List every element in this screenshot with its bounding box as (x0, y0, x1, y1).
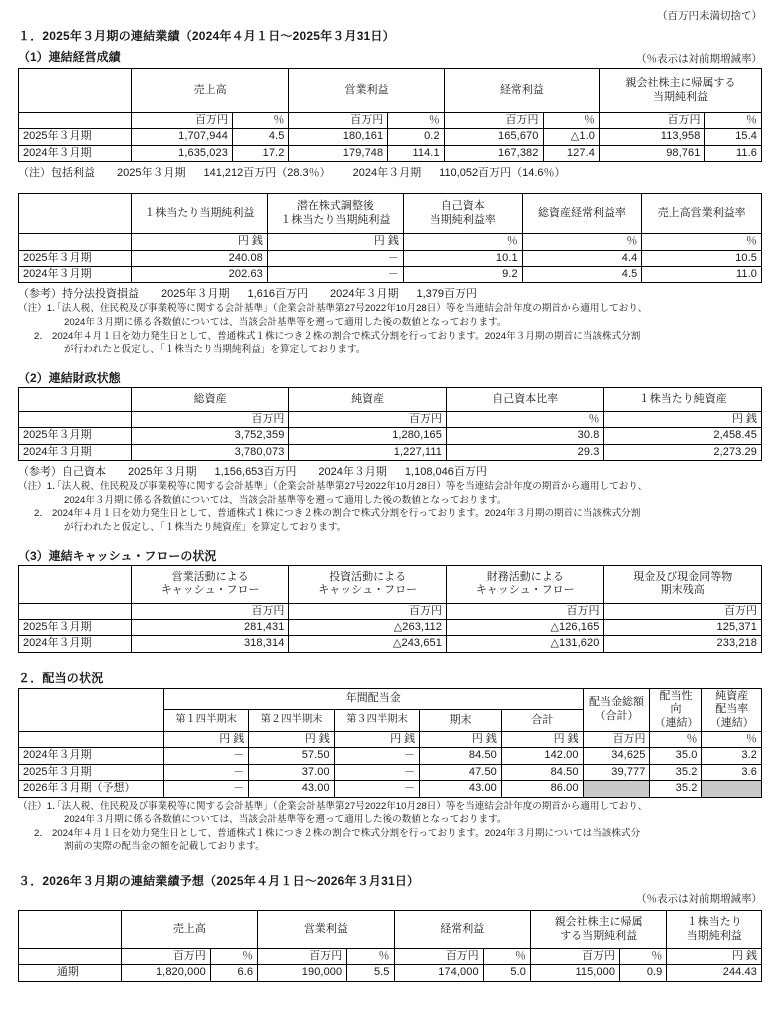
pershare-row-label: 2025年３月期 (19, 250, 132, 266)
cashflow-header-cash-end-line2: 期末残高 (660, 584, 705, 597)
section1-pct-note: （％表示は対前期増減率） (636, 53, 762, 65)
note-line: 2024年４月１日を効力発生日として、普通株式１株につき２株の割合で株式分割を行っております。2024年３月期の期首に当該株式分割 (52, 508, 641, 520)
dividend-year-end: 43.00 (420, 781, 502, 797)
pershare-header-eps: １株当たり当期純利益 (131, 194, 267, 234)
dividend-dps-ratio: 3.2 (702, 748, 762, 764)
results-op: 179,748 (289, 145, 388, 161)
equity-method-period1: 2025年３月期 (161, 288, 230, 301)
dividend-header-q2: 第２四半期末 (249, 710, 334, 732)
cashflow-header-cash-end (604, 565, 762, 603)
forecast-unit-ord-pct: ％ (483, 949, 530, 965)
equity-capital-label: （参考）自己資本 (18, 466, 106, 479)
results-revenue-pct: 17.2 (232, 145, 288, 161)
dividend-header-total-amount (583, 688, 650, 731)
forecast-revenue-pct: 6.6 (210, 965, 257, 981)
finpos-row-label: 2025年３月期 (19, 428, 132, 444)
cashflow-header-cash-end-line1: 現金及び現金同等物 (633, 570, 733, 583)
forecast-op-pct: 5.5 (347, 965, 394, 981)
dividend-row-label: 2024年３月期 (19, 748, 164, 764)
pershare-header-diluted-line2: １株当たり当期純利益 (280, 213, 391, 226)
table-row (19, 129, 762, 145)
section2-title: （2）連結財政状態 (18, 370, 121, 385)
table-row (19, 619, 762, 635)
dividend-header-payout-line1: 配当性向 (659, 689, 693, 716)
forecast-unit-op: 百万円 (258, 949, 347, 965)
results-op-pct: 114.1 (388, 145, 444, 161)
results-unit-op-pct: ％ (388, 113, 444, 129)
note-line: 「法人税、住民税及び事業税等に関する会計基準」（企業会計基準第27号2022年10月28日）等を当連結会計年度の期首から適用しており、 (52, 303, 648, 315)
cashflow-unit-investing: 百万円 (289, 603, 447, 619)
equity-capital-period2: 2024年３月期 (318, 466, 387, 479)
results-revenue: 1,707,944 (131, 129, 232, 145)
forecast-op: 190,000 (258, 965, 347, 981)
forecast-unit-eps: 円 銭 (667, 949, 762, 965)
results-header-operating-income: 営業利益 (289, 69, 444, 113)
cashflow-header-investing-line2: キャッシュ・フロー (318, 584, 418, 597)
forecast-row-label: 通期 (19, 965, 122, 981)
dividend-payout: 35.2 (650, 764, 702, 780)
comprehensive-income-note (18, 164, 762, 180)
pershare-header-diluted-eps (267, 194, 403, 234)
dividend-header-payout-line2: （連結） (654, 716, 699, 729)
forecast-unit-net: 百万円 (530, 949, 619, 965)
finpos-equity-ratio: 30.8 (446, 428, 604, 444)
pershare-roe: 10.1 (403, 250, 522, 266)
dividend-payout: 35.2 (650, 781, 702, 797)
forecast-ord: 174,000 (394, 965, 483, 981)
cashflow-header-operating-line1: 営業活動による (171, 570, 249, 583)
equity-method-label: （参考）持分法投資損益 (18, 288, 139, 301)
forecast-header-revenue: 売上高 (121, 911, 257, 949)
results-unit-ord: 百万円 (444, 113, 543, 129)
section2-notes (18, 480, 762, 534)
finpos-unit-equity-ratio: ％ (446, 411, 604, 427)
finpos-unit-total-assets: 百万円 (131, 411, 289, 427)
dividend-q3: － (334, 781, 419, 797)
dividend-q2: 37.00 (249, 764, 334, 780)
table-row (19, 145, 762, 161)
table-row (19, 636, 762, 652)
pershare-opm: 10.5 (642, 250, 762, 266)
forecast-eps: 244.43 (667, 965, 762, 981)
dividend-unit-total: 円 銭 (501, 731, 583, 747)
dividend-unit-q2: 円 銭 (249, 731, 334, 747)
financial-position-table (18, 387, 762, 461)
dividend-header-total: 合計 (501, 710, 583, 732)
results-row-label: 2024年３月期 (19, 145, 132, 161)
note-item (18, 827, 762, 854)
results-revenue: 1,635,023 (131, 145, 232, 161)
dividend-total-amount: 34,625 (583, 748, 650, 764)
dividend-unit-q1: 円 銭 (163, 731, 248, 747)
pershare-header-diluted-line1: 潜在株式調整後 (296, 200, 374, 213)
pershare-unit-roe: ％ (403, 234, 522, 250)
rounding-note: （百万円未満切捨て） (657, 10, 762, 22)
comprehensive-income-period2: 2024年３月期 (352, 167, 422, 180)
forecast-header-eps-line1: １株当たり (686, 916, 742, 929)
dividend-dps-ratio-shaded (702, 781, 762, 797)
pershare-diluted-eps: － (267, 250, 403, 266)
dividend-unit-payout: ％ (650, 731, 702, 747)
results-op: 180,161 (289, 129, 388, 145)
table-row (19, 748, 762, 764)
forecast-header-ordinary-income: 経常利益 (394, 911, 530, 949)
equity-method-period2: 2024年３月期 (330, 288, 399, 301)
cashflow-operating: 318,314 (131, 636, 289, 652)
table-row (19, 781, 762, 797)
dividend-total: 84.50 (501, 764, 583, 780)
cashflow-corner-cell (19, 565, 132, 603)
pershare-roe: 9.2 (403, 267, 522, 283)
finpos-header-equity-ratio: 自己資本比率 (446, 387, 604, 411)
finpos-header-net-assets: 純資産 (289, 387, 447, 411)
pershare-row-label: 2024年３月期 (19, 267, 132, 283)
cashflow-header-operating-line2: キャッシュ・フロー (160, 584, 260, 597)
finpos-equity-ratio: 29.3 (446, 444, 604, 460)
dividend-year-end: 47.50 (420, 764, 502, 780)
table-row (19, 428, 762, 444)
note-line: 「法人税、住民税及び事業税等に関する会計基準」（企業会計基準第27号2022年10月28日）等を当連結会計年度の期首から適用しており、 (52, 800, 648, 812)
table-row (19, 267, 762, 283)
table-row (19, 250, 762, 266)
dividend-row-label: 2025年３月期 (19, 764, 164, 780)
note-line: 2024年３月期に係る各数値については、当該会計基準等を遡って適用した後の数値となっております。 (64, 317, 507, 329)
dividend-payout: 35.0 (650, 748, 702, 764)
results-net: 98,761 (599, 145, 705, 161)
comprehensive-income-period1: 2025年３月期 (117, 167, 186, 180)
dividend-header-dps-ratio-line1: 純資産 (715, 689, 749, 702)
dividend-unit-total-amount: 百万円 (583, 731, 650, 747)
forecast-unit-revenue-pct: ％ (210, 949, 257, 965)
equity-capital-value2: 1,108,046百万円 (404, 466, 487, 479)
cash-flow-table (18, 565, 762, 653)
pershare-roa: 4.5 (522, 267, 642, 283)
dividend-unit-year-end: 円 銭 (420, 731, 502, 747)
cashflow-cash-end: 233,218 (604, 636, 762, 652)
finpos-bps: 2,273.29 (604, 444, 762, 460)
pershare-roa: 4.4 (522, 250, 642, 266)
cashflow-investing: △263,112 (289, 619, 447, 635)
cashflow-financing: △131,620 (446, 636, 604, 652)
results-header-ordinary-income: 経常利益 (444, 69, 599, 113)
results-ord: 165,670 (444, 129, 543, 145)
finpos-total-assets: 3,752,359 (131, 428, 289, 444)
note-marker: 2． (34, 827, 49, 839)
pershare-opm: 11.0 (642, 267, 762, 283)
cashflow-unit-financing: 百万円 (446, 603, 604, 619)
forecast-unit-revenue: 百万円 (121, 949, 210, 965)
section3-title: （3）連結キャッシュ・フローの状況 (18, 548, 217, 563)
note-marker: （注）1． (18, 481, 62, 493)
dividend-unit-blank (19, 731, 164, 747)
equity-method-value1: 1,616百万円 (247, 288, 309, 301)
finpos-header-total-assets: 総資産 (131, 387, 289, 411)
section5-pct-note: （％表示は対前期増減率） (636, 893, 762, 906)
pershare-unit-diluted: 円 銭 (267, 234, 403, 250)
note-marker: 2． (34, 508, 49, 520)
finpos-row-label: 2024年３月期 (19, 444, 132, 460)
note-line: 2024年４月１日を効力発生日として、普通株式１株につき２株の割合で株式分割を行っております。2024年３月期については当該株式分 (52, 827, 641, 839)
dividend-header-q1: 第１四半期末 (163, 710, 248, 732)
equity-method-value2: 1,379百万円 (416, 288, 478, 301)
results-ord-pct: 127.4 (543, 145, 599, 161)
note-line: 割前の実際の配当金の額を記載しております。 (64, 841, 265, 853)
note-line: が行われたと仮定し、「１株当たり当期純利益」を算定しております。 (64, 344, 366, 356)
forecast-unit-net-pct: ％ (620, 949, 667, 965)
note-item (18, 800, 762, 827)
finpos-net-assets: 1,227,111 (289, 444, 447, 460)
dividend-header-total-amount-line1: 配当金総額 (589, 696, 645, 709)
forecast-header-net-income-line2: する当期純利益 (560, 929, 638, 942)
table-row (19, 444, 762, 460)
comprehensive-income-label: （注）包括利益 (18, 167, 95, 180)
equity-method-note (18, 285, 762, 301)
dividend-q2: 43.00 (249, 781, 334, 797)
dividend-q2: 57.50 (249, 748, 334, 764)
forecast-ord-pct: 5.0 (483, 965, 530, 981)
results-header-net-income-line1: 親会社株主に帰属する (625, 77, 736, 90)
pershare-diluted-eps: － (267, 267, 403, 283)
forecast-table (18, 910, 762, 982)
forecast-unit-blank (19, 949, 122, 965)
pershare-header-roa: 総資産経常利益率 (522, 194, 642, 234)
finpos-unit-blank (19, 411, 132, 427)
forecast-header-operating-income: 営業利益 (258, 911, 394, 949)
forecast-net-pct: 0.9 (620, 965, 667, 981)
cashflow-unit-blank (19, 603, 132, 619)
dividend-unit-q3: 円 銭 (334, 731, 419, 747)
forecast-header-eps (667, 911, 762, 949)
pershare-unit-blank (19, 234, 132, 250)
pershare-header-roe-line2: 当期純利益率 (429, 213, 496, 226)
cashflow-investing: △243,651 (289, 636, 447, 652)
pershare-header-roe (403, 194, 522, 234)
forecast-corner-cell (19, 911, 122, 949)
dividend-header-q3: 第３四半期末 (334, 710, 419, 732)
cashflow-cash-end: 125,371 (604, 619, 762, 635)
dividend-total-amount: 39,777 (583, 764, 650, 780)
dividend-header-total-amount-line2: （合計） (594, 709, 639, 722)
finpos-header-bps: １株当たり純資産 (604, 387, 762, 411)
pershare-corner-cell (19, 194, 132, 234)
results-row-label: 2025年３月期 (19, 129, 132, 145)
note-line: 2024年３月期に係る各数値については、当該会計基準等を遡って適用した後の数値となっております。 (64, 814, 507, 826)
note-item (18, 480, 762, 507)
section5-title: ３．2026年３月期の連結業績予想（2025年４月１日～2026年３月31日） (18, 874, 420, 889)
note-line: が行われたと仮定し、「１株当たり純資産」を算定しております。 (64, 521, 347, 533)
dividend-q1: － (163, 781, 248, 797)
dividend-group-header: 年間配当金 (163, 688, 583, 710)
finpos-corner-cell (19, 387, 132, 411)
results-net-pct: 11.6 (705, 145, 762, 161)
cashflow-row-label: 2024年３月期 (19, 636, 132, 652)
results-header-net-income (599, 69, 761, 113)
dividend-header-dps-ratio (702, 688, 762, 731)
finpos-unit-net-assets: 百万円 (289, 411, 447, 427)
dividend-header-dps-ratio-line3: （連結） (709, 716, 754, 729)
finpos-unit-bps: 円 銭 (604, 411, 762, 427)
equity-capital-period1: 2025年３月期 (128, 466, 197, 479)
forecast-header-net-income-line1: 親会社株主に帰属 (554, 916, 643, 929)
results-unit-ord-pct: ％ (543, 113, 599, 129)
dividend-table (18, 688, 762, 798)
consolidated-results-table (18, 68, 762, 162)
note-marker: （注）1． (18, 800, 62, 812)
pershare-unit-eps: 円 銭 (131, 234, 267, 250)
dividend-q1: － (163, 764, 248, 780)
section1-sub1-title: （1）連結経営成績 (18, 50, 121, 64)
dividend-q3: － (334, 764, 419, 780)
cashflow-unit-cash-end: 百万円 (604, 603, 762, 619)
note-line: 2024年４月１日を効力発生日として、普通株式１株につき２株の割合で株式分割を行っております。2024年３月期の期首に当該株式分割 (52, 330, 641, 342)
cashflow-row-label: 2025年３月期 (19, 619, 132, 635)
cashflow-financing: △126,165 (446, 619, 604, 635)
forecast-header-eps-line2: 当期純利益 (686, 929, 742, 942)
dividend-row-label: 2026年３月期（予想） (19, 781, 164, 797)
dividend-total: 142.00 (501, 748, 583, 764)
pershare-unit-opm: ％ (642, 234, 762, 250)
results-op-pct: 0.2 (388, 129, 444, 145)
cashflow-operating: 281,431 (131, 619, 289, 635)
cashflow-unit-operating: 百万円 (131, 603, 289, 619)
comprehensive-income-value2: 110,052百万円（14.6％） (439, 167, 566, 180)
note-marker: （注）1． (18, 303, 62, 315)
results-unit-op: 百万円 (289, 113, 388, 129)
results-corner-cell (19, 69, 132, 113)
results-unit-revenue-pct: ％ (232, 113, 288, 129)
dividend-q3: － (334, 748, 419, 764)
results-ord: 167,382 (444, 145, 543, 161)
forecast-revenue: 1,820,000 (121, 965, 210, 981)
note-line: 2024年３月期に係る各数値については、当該会計基準等を遡って適用した後の数値となっております。 (64, 494, 507, 506)
finpos-net-assets: 1,280,165 (289, 428, 447, 444)
results-header-net-income-line2: 当期純利益 (652, 90, 708, 103)
dividend-header-dps-ratio-line2: 配当率 (715, 703, 749, 716)
results-unit-net-pct: ％ (705, 113, 762, 129)
dividend-unit-dps-ratio: ％ (702, 731, 762, 747)
cashflow-header-investing-line1: 投資活動による (329, 570, 407, 583)
dividend-corner-cell (19, 688, 164, 731)
pershare-eps: 202.63 (131, 267, 267, 283)
results-unit-net: 百万円 (599, 113, 705, 129)
results-ord-pct: △1.0 (543, 129, 599, 145)
cashflow-header-investing (289, 565, 447, 603)
results-header-revenue: 売上高 (131, 69, 289, 113)
section4-title: ２．配当の状況 (18, 670, 104, 685)
results-net-pct: 15.4 (705, 129, 762, 145)
dividend-dps-ratio: 3.6 (702, 764, 762, 780)
equity-capital-value1: 1,156,653百万円 (214, 466, 297, 479)
results-net: 113,958 (599, 129, 705, 145)
pershare-eps: 240.08 (131, 250, 267, 266)
finpos-total-assets: 3,780,073 (131, 444, 289, 460)
results-revenue-pct: 4.5 (232, 129, 288, 145)
comprehensive-income-value1: 141,212百万円（28.3％） (203, 167, 331, 180)
dividend-q1: － (163, 748, 248, 764)
forecast-header-net-income (530, 911, 666, 949)
note-item (18, 330, 762, 357)
note-line: 「法人税、住民税及び事業税等に関する会計基準」（企業会計基準第27号2022年10月28日）等を当連結会計年度の期首から適用しており、 (52, 481, 648, 493)
table-row (19, 764, 762, 780)
dividend-year-end: 84.50 (420, 748, 502, 764)
section1-notes (18, 302, 762, 356)
note-item (18, 507, 762, 534)
table-row (19, 965, 762, 981)
cashflow-header-operating (131, 565, 289, 603)
section4-notes (18, 800, 762, 854)
finpos-bps: 2,458.45 (604, 428, 762, 444)
note-marker: 2． (34, 330, 49, 342)
dividend-header-payout (650, 688, 702, 731)
results-unit-revenue: 百万円 (131, 113, 232, 129)
cashflow-header-financing (446, 565, 604, 603)
cashflow-header-financing-line1: 財務活動による (486, 570, 564, 583)
forecast-unit-op-pct: ％ (347, 949, 394, 965)
forecast-unit-ord: 百万円 (394, 949, 483, 965)
note-item (18, 302, 762, 329)
equity-capital-note (18, 463, 762, 479)
per-share-indicators-table (18, 193, 762, 283)
results-unit-blank (19, 113, 132, 129)
dividend-total: 86.00 (501, 781, 583, 797)
forecast-net: 115,000 (530, 965, 619, 981)
pershare-header-opm: 売上高営業利益率 (642, 194, 762, 234)
pershare-header-roe-line1: 自己資本 (440, 200, 485, 213)
dividend-total-amount-shaded (583, 781, 650, 797)
cashflow-header-financing-line2: キャッシュ・フロー (475, 584, 575, 597)
pershare-unit-roa: ％ (522, 234, 642, 250)
dividend-header-year-end: 期末 (420, 710, 502, 732)
section1-title: １．2025年３月期の連結業績（2024年４月１日～2025年３月31日） (18, 29, 395, 43)
